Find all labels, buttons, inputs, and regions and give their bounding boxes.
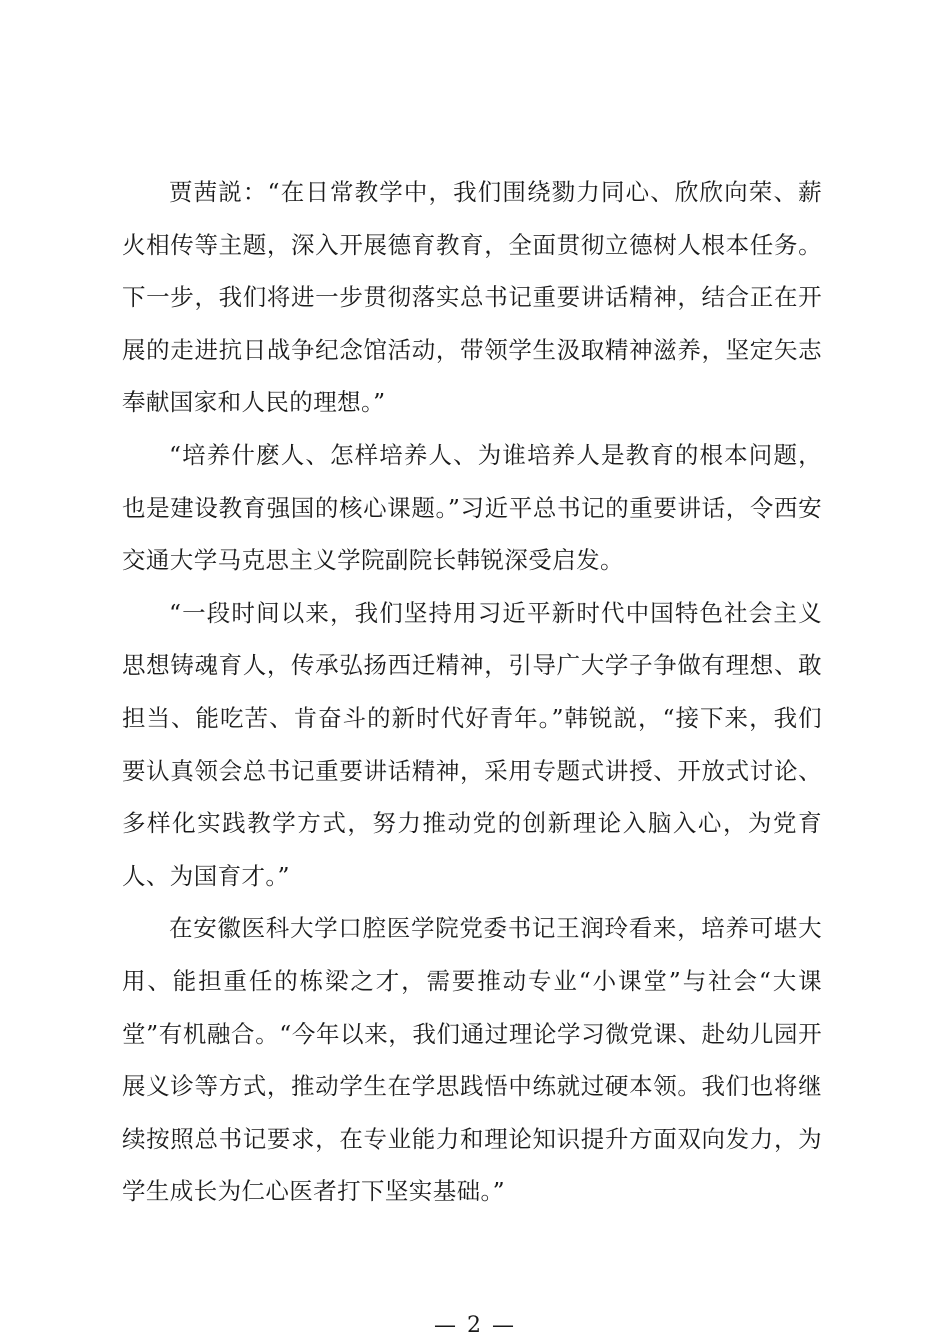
- article-body: [122, 166, 822, 1218]
- paragraph-2: “培养什麽人、怎样培养人、为谁培养人是教育的根本问题，也是建设教育强国的核心课题。”习近平总书记的重要讲话，令西安交通大学马克思主义学院副院长韩锐深受启发。: [122, 440, 822, 575]
- paragraph-3: “一段时间以来，我们坚持用习近平新时代中国特色社会主义思想铸魂育人，传承弘扬西迁精神，引导广大学子争做有理想、敢担当、能吃苦、肯奋斗的新时代好青年。”韩锐説，“接下来，我们要认真领会总书记重要讲话精神，采用专题式讲授、开放式讨论、多样化实践教学方式，努力推动党的创新理论入脑入心，为党育人、为国育才。”: [122, 598, 822, 890]
- page-number: — 2 —: [434, 1313, 516, 1338]
- paragraph-1: 贾茜説：“在日常教学中，我们围绕勠力同心、欣欣向荣、薪火相传等主题，深入开展德育教育，全面贯彻立德树人根本任务。下一步，我们将进一步贯彻落实总书记重要讲话精神，结合正在开展的走进抗日战争纪念馆活动，带领学生汲取精神滋养，坚定矢志奉献国家和人民的理想。”: [122, 178, 822, 417]
- paragraph-4: 在安徽医科大学口腔医学院党委书记王润玲看来，培养可堪大用、能担重任的栋梁之才，需要推动专业“小课堂”与社会“大课堂”有机融合。“今年以来，我们通过理论学习微党课、赴幼儿园开展义诊等方式，推动学生在学思践悟中练就过硬本领。我们也将继续按照总书记要求，在专业能力和理论知识提升方面双向发力，为学生成长为仁心医者打下坚实基础。”: [122, 914, 822, 1206]
